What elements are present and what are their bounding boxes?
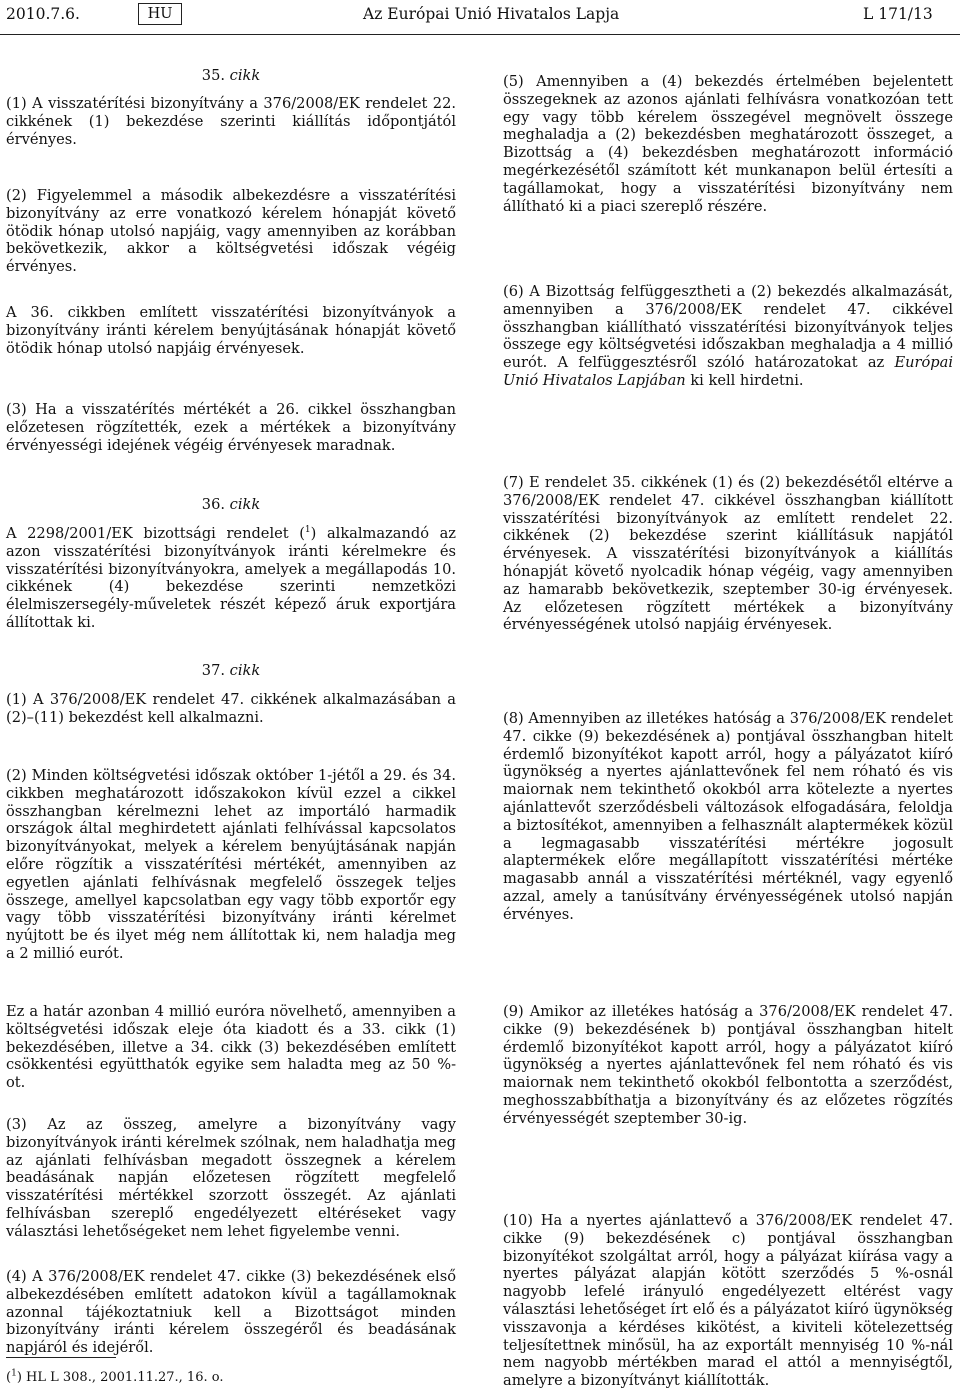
- article-37-para-6: (6) A Bizottság felfüggesztheti a (2) bekezdés alkalmazását, amennyiben a 376/2008/EK rendelet 47. cikkével összhangban kiállítható visszatérítési bizonyítványok teljes összege egy költségvetési időszakban meghaladja a 4 millió eurót. A felfüggesztésről szóló határozatokat az Európai Unió Hivatalos Lapjában ki kell hirdetni.: [503, 283, 953, 389]
- footnote-number: 1: [11, 1368, 17, 1379]
- article-37-para-1: (1) A 376/2008/EK rendelet 47. cikkének alkalmazásában a (2)–(11) bekezdést kell alkalmazni.: [6, 691, 456, 726]
- page-reference: L 171/13: [863, 5, 933, 23]
- journal-name-italic: Európai Unió Hivatalos Lapjában: [503, 354, 953, 389]
- footnote-ref: 1: [304, 525, 311, 536]
- footnote-text: HL L 308., 2001.11.27., 16. o.: [21, 1370, 224, 1385]
- footnote: ($^1$) HL L 308., 2001.11.27., 16. o.: [6, 1368, 224, 1385]
- article-37-para-8: (8) Amennyiben az illetékes hatóság a 376/2008/EK rendelet 47. cikke (9) bekezdésének a) pontjával összhangban hitelt érdemlő bizonyítékot kapott arról, hogy a pályázatot kiíró ügynökség a nyertes ajánlattevőnek fel nem róható és vis maiornak nem tekinthető okokból arra kötelezte a nyertes ajánlattevőt szerződésbeli változások elfogadására, feloldja a biztosítékot, amennyiben a felhasznált alaptermékek közül a legmagasabb visszatérítési mértékre jogosult alaptermékek előre megállapított visszatérítési mértéke magasabb annál a visszatérítési mértéknél, vagy egyenlő azzal, amely a tanúsítvány érvényességének utolsó napján érvényes.: [503, 710, 953, 923]
- article-35-para-1: (1) A visszatérítési bizonyítvány a 376/2008/EK rendelet 22. cikkének (1) bekezdése szerinti kiállítás időpontjától érvényes.: [6, 95, 456, 148]
- article-35-para-2: (2) Figyelemmel a második albekezdésre a visszatérítési bizonyítvány az erre vonatkozó kérelem hónapját követő ötödik hónap utolsó napjáig, vagy amennyiben az korábban bekövetkezik, akkor a költségvetési időszak végéig érvényes.: [6, 187, 456, 276]
- article-37-para-9: (9) Amikor az illetékes hatóság a 376/2008/EK rendelet 47. cikke (9) bekezdésének b) pontjával összhangban hitelt érdemlő bizonyítékot kapott arról, hogy a pályázatot kiíró ügynökség a nyertes ajánlattevőnek fel nem róható és vis maiornak nem tekinthető okokból felbontotta a szerződést, meghosszabbíthatja a bizonyítvány és az előzetes rögzítés érvényességét szeptember 30-ig.: [503, 1003, 953, 1127]
- article-37-para-10: (10) Ha a nyertes ajánlattevő a 376/2008/EK rendelet 47. cikke (9) bekezdésének c) pontjával összhangban bizonyítékot szolgáltat arról, hogy a pályázat kiírása vagy a nyertes pályázat alapján kötött szerződés 5 %-osnál nagyobb lefelé irányuló engedélyezett eltérést vagy választási lehetőséget írt elő és a pályázatot kiíró ügynökség visszavonja a kérdéses kikötést, a kiviteli kötelezettség teljesítettnek minősül, ha az exportált mennyiség 10 %-nál nem nagyobb mértékben marad el attól a mennyiségtől, amelyre a bizonyítványt kiállították.: [503, 1212, 953, 1390]
- article-35-para-3: (3) Ha a visszatérítés mértékét a 26. cikkel összhangban előzetesen rögzítették, ezek a mértékek a bizonyítvány érvényességi idejének végéig érvényesek maradnak.: [6, 401, 456, 454]
- article-36-heading: 36. cikk: [201, 496, 261, 513]
- article-37-heading: 37. cikk: [201, 662, 261, 679]
- article-37-para-5: (5) Amennyiben a (4) bekezdés értelmében bejelentett összegeknek az azonos ajánlati felhívásra vonatkozóan tett egy vagy több kérelem összegével megnövelt összege meghaladja a (2) bekezdésben meghatározott összeget, a Bizottság a (4) bekezdésben meghatározott információ megérkezésétől számított két munkanapon belül értesíti a tagállamokat, hogy a visszatérítési bizonyítvány nem állítható ki a piaci szereplő részére.: [503, 73, 953, 215]
- article-35-heading: 35. cikk: [201, 67, 261, 84]
- header-date: 2010.7.6.: [6, 5, 80, 23]
- article-37-para-7: (7) E rendelet 35. cikkének (1) és (2) bekezdésétől eltérve a 376/2008/EK rendelet 47. cikkével összhangban kiállított visszatérítési bizonyítványok az említett rendelet 22. cikkének (2) bekezdése szerint kiállításuk napjától érvényesek. A visszatérítési bizonyítványok a kiállítás hónapját követő nyolcadik hónap végéig, vagy amennyiben az hamarabb bekövetkezik, szeptember 30-ig érvényesek. Az előzetesen rögzített mértékek a bizonyítvány érvényességének utolsó napjáig érvényesek.: [503, 474, 953, 634]
- article-36-body: A 2298/2001/EK bizottsági rendelet ($^1$) alkalmazandó az azon visszatérítési bizonyítványok iránti kérelmekre és visszatérítési bizonyítványokra, amelyek a megállapodás 10. cikkének (4) bekezdése szerinti nemzetközi élelmiszersegély-műveletek részét képező áruk exportjára állítottak ki.: [6, 525, 456, 631]
- page-header: [0, 0, 960, 35]
- language-badge: HU: [138, 3, 182, 25]
- article-37-para-4: (4) A 376/2008/EK rendelet 47. cikke (3) bekezdésének első albekezdésében említett adatokon kívül a tagállamoknak azonnal tájékoztatniuk kell a Bizottságot minden bizonyítvány iránti kérelem összegéről és beadásának napjáról és idejéről.: [6, 1268, 456, 1357]
- article-37-para-2: (2) Minden költségvetési időszak október 1-jétől a 29. és 34. cikkben meghatározott időszakokon kívül ezzel a cikkel összhangban kérelmezni lehet az importáló harmadik országok által meghirdetett ajánlati felhívással kapcsolatos bizonyítványokat, melyek a kérelem benyújtásának napján előre rögzítik a visszatérítési mértékét, amennyiben az egyetlen ajánlati felhívásnak megfelelő összegek teljes összege, amellyel kapcsolatban egy vagy több exportőr egy vagy több visszatérítési bizonyítvány iránti kérelmet nyújtott be és ilyet még nem állítottak ki, nem haladja meg a 2 millió eurót.: [6, 767, 456, 962]
- article-35-para-2-subparagraph: A 36. cikkben említett visszatérítési bizonyítványok a bizonyítvány iránti kérelem benyújtásának hónapját követő ötödik hónap utolsó napjáig érvényesek.: [6, 304, 456, 357]
- journal-title: Az Európai Unió Hivatalos Lapja: [363, 5, 620, 23]
- article-37-para-2-subparagraph: Ez a határ azonban 4 millió euróra növelhető, amennyiben a költségvetési időszak eleje óta kiadott és a 33. cikk (1) bekezdésében, illetve a 34. cikk (3) bekezdésében említett csökkentési együtthatók egyike sem haladta meg az 50 %-ot.: [6, 1003, 456, 1092]
- footnote-divider: [6, 1357, 116, 1358]
- article-37-para-3: (3) Az az összeg, amelyre a bizonyítvány vagy bizonyítványok iránti kérelmek szólnak, nem haladhatja meg az ajánlati felhívásban megadott összegnek a kérelem beadásának napján előzetesen rögzített megfelelő visszatérítési mértékkel szorzott összegét. Az ajánlati felhívásban szereplő engedélyezett eltéréseket vagy választási lehetőségeket nem lehet figyelembe venni.: [6, 1116, 456, 1240]
